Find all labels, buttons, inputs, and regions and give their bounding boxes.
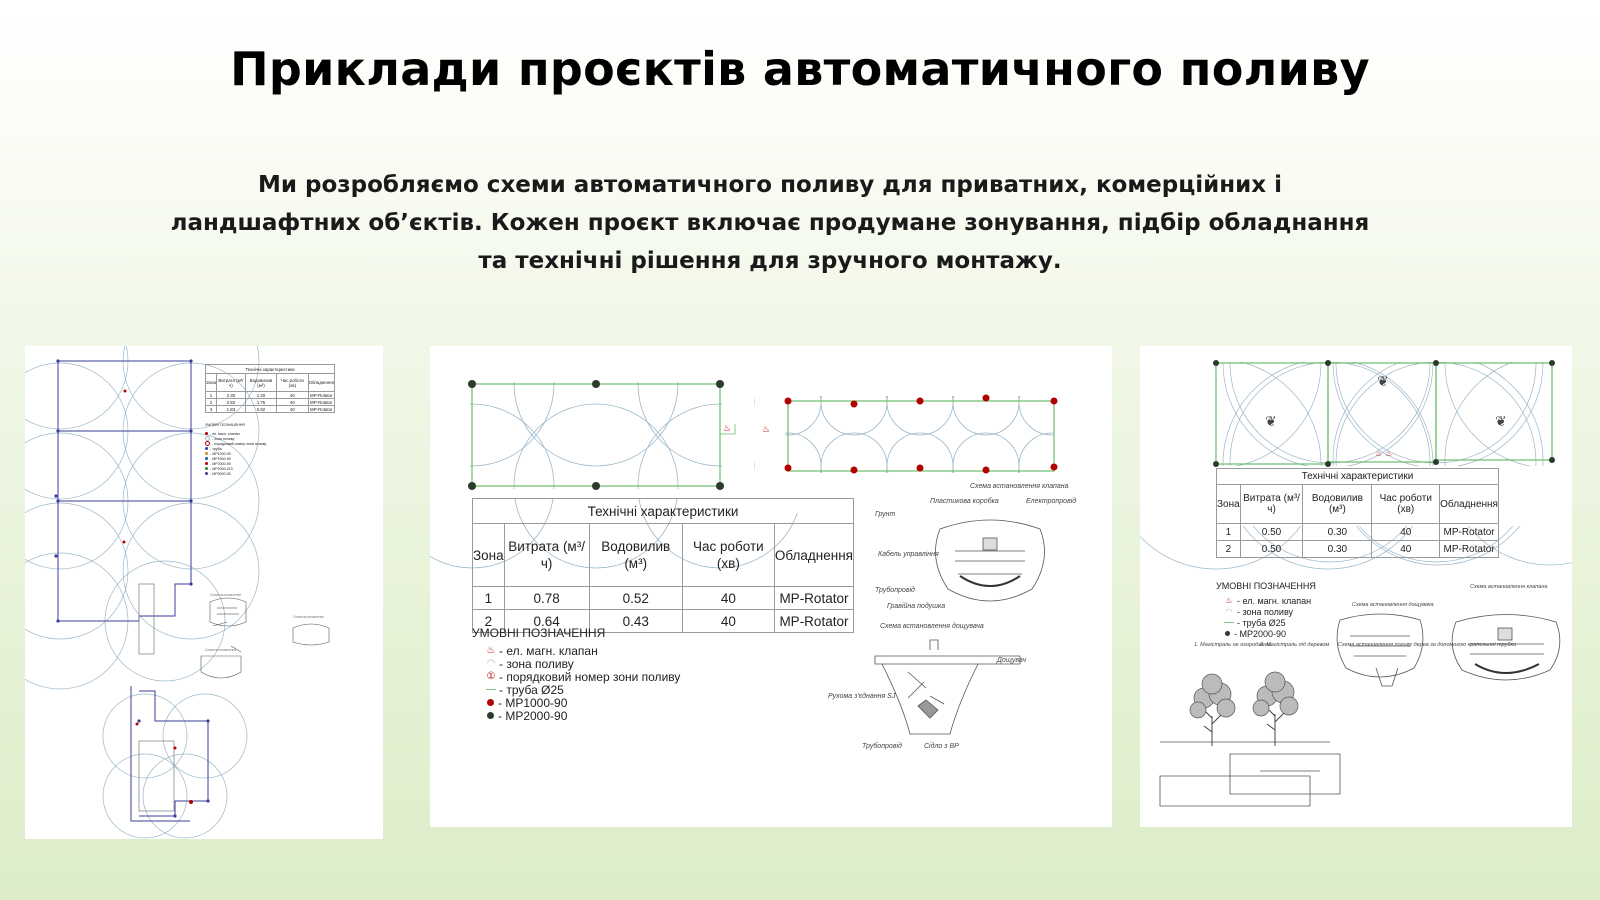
legend-item [1216, 617, 1316, 628]
zone-number-icon [205, 441, 210, 446]
table-cell: MP-Rotator [310, 399, 333, 405]
table-row [1217, 541, 1499, 558]
legend-title: УМОВНІ ПОЗНАЧЕННЯ [205, 423, 245, 427]
svg-text:♨: ♨ [723, 423, 732, 433]
legend-item [472, 644, 680, 657]
sprinkler-icon [205, 462, 208, 465]
dark-dot-icon [1225, 631, 1230, 636]
svg-text:Схема встановлення: Схема встановлення [205, 648, 236, 652]
legend-text: - ел. магн. клапан [1237, 595, 1312, 606]
valve-scheme-title: Схема встановлення клапана [1470, 584, 1548, 590]
table-row [206, 406, 335, 413]
table-row [206, 392, 335, 399]
specs-title: Технічні характеристики [206, 365, 335, 374]
legend-text: - MP2000-90 [498, 708, 568, 723]
specs-title: Технічні характеристики [1217, 469, 1499, 485]
svg-text:♨: ♨ [762, 424, 771, 434]
table-row [206, 399, 335, 406]
pipe-icon [205, 447, 208, 450]
diagram-label: Кабель управління [878, 551, 939, 558]
diagram-label: Сідло з ВР [924, 743, 959, 750]
diagram-label: Рухома з'єднання SJ [828, 693, 896, 700]
table-cell: MP-Rotator [310, 392, 333, 398]
page-description: Ми розробляємо схеми автоматичного поливу для приватних, комерційних і ландшафтних об’єктів. Кожен проєкт включає продумане зонування, підбір обладнання та технічні рішення для зручного монтажу. [170, 172, 1370, 274]
col-equipment: Обладнення [1440, 485, 1499, 524]
legend-text: - MP2000-210 [210, 466, 233, 471]
col-zone: Зона [206, 374, 217, 392]
table-cell: 40 [1372, 541, 1440, 558]
legend-text: - MP3000-90 [210, 471, 231, 476]
svg-text:❦: ❦ [1377, 373, 1389, 389]
sprinkler-icon [205, 457, 208, 460]
tree-scheme-title: Схема встановлення поливу дерев за допомогою крапельної трубки [1338, 642, 1517, 648]
specs-table-left [205, 364, 335, 413]
diagram-label: Трубопровід [862, 743, 902, 750]
valve-scheme-title: Схема встановлення клапана [970, 483, 1069, 490]
legend-text: - зона поливу [499, 656, 574, 671]
diagram-label: 1. Магістраль не огороджена [1194, 642, 1272, 648]
col-flow: Витрата (м³/ч) [1240, 485, 1303, 524]
col-zone: Зона [1217, 485, 1241, 524]
legend-item [1216, 606, 1316, 617]
page-title: Приклади проєктів автоматичного поливу [230, 42, 1370, 96]
site-plan-right [1140, 346, 1572, 827]
well-scheme-title: Схема встановлення дощувача [880, 623, 984, 630]
legend-text: - MP1000-90 [210, 451, 231, 456]
table-cell: 0.78 [504, 587, 589, 610]
table-cell: 1 [206, 392, 217, 399]
diagram-label: Трубопровід [875, 587, 915, 594]
svg-text:❦: ❦ [1265, 413, 1277, 429]
col-time: Час роботи (хв) [1372, 485, 1440, 524]
zone-icon: ◠ [486, 658, 496, 669]
valve-icon [205, 432, 208, 435]
col-water: Водовилив (м³) [589, 524, 682, 587]
legend-text: - порядковий номер зони поливу [212, 441, 267, 446]
legend-text: - MP2000-90 [1234, 628, 1287, 639]
legend-item [472, 709, 680, 722]
table-cell: MP-Rotator [774, 587, 853, 610]
legend-title: УМОВНІ ПОЗНАЧЕННЯ [472, 626, 606, 640]
legend-text: - зона поливу [212, 436, 235, 441]
legend-item [472, 670, 680, 683]
table-cell: 3 [206, 406, 217, 413]
legend-text: - ел. магн. клапан [210, 431, 240, 436]
table-cell: 2 [1217, 541, 1241, 558]
legend-text: - зона поливу [1237, 606, 1294, 617]
sprinkler-icon [205, 472, 208, 475]
table-cell: 2.30 [216, 392, 245, 399]
svg-text:♨: ♨ [1385, 449, 1393, 458]
legend-text: - MP1000-90 [498, 695, 568, 710]
diagram-label: Гравійна подушка [887, 603, 946, 610]
col-equipment: Обладнення [774, 524, 853, 587]
legend-text: - труба [210, 446, 222, 451]
pipe-icon [1224, 622, 1234, 623]
col-flow: Витрата (м³/ч) [216, 374, 245, 392]
table-cell: 2 [473, 610, 505, 633]
legend-text: - порядковий номер зони поливу [499, 669, 681, 684]
table-cell: 40 [277, 392, 308, 399]
col-time: Час роботи (хв) [682, 524, 774, 587]
legend-item [205, 471, 266, 476]
legend-text: - ел. магн. клапан [499, 643, 598, 658]
table-cell: MP-Rotator [1440, 524, 1499, 541]
legend-center [472, 626, 680, 722]
table-cell: MP-Rotator [774, 610, 853, 633]
table-cell: 0.43 [589, 610, 682, 633]
specs-table-center [472, 498, 854, 633]
specs-title: Технічні характеристики [473, 499, 854, 524]
legend-item [472, 696, 680, 709]
svg-text:❦: ❦ [1495, 413, 1507, 429]
col-water: Водовилив (м³) [1303, 485, 1372, 524]
specs-table-right [1216, 468, 1499, 558]
diagram-label: 2. Магістраль під деревом [1260, 642, 1330, 648]
col-zone: Зона [473, 524, 505, 587]
table-cell: 1 [473, 587, 505, 610]
col-equipment: Обладнення [308, 374, 334, 392]
project-drawing-center[interactable] [430, 346, 1112, 827]
table-cell: 0.50 [1240, 524, 1303, 541]
project-drawing-right[interactable] [1140, 346, 1572, 827]
valve-icon: ♨ [486, 645, 496, 656]
sprinkler-icon [205, 467, 208, 470]
diagram-label: Грунт [875, 511, 896, 518]
legend-item [472, 683, 680, 696]
legend-left [205, 423, 266, 476]
table-cell: 1.20 [245, 392, 276, 399]
col-time: Час роботи (хв) [277, 374, 308, 392]
col-water: Водовилив (м³) [245, 374, 276, 392]
table-cell: 2 [206, 399, 217, 406]
legend-text: - труба Ø25 [1237, 617, 1286, 628]
legend-text: - MP2000-90 [210, 461, 231, 466]
table-cell: 0.50 [1240, 541, 1303, 558]
table-row [473, 587, 854, 610]
zone-number-icon: ① [486, 671, 496, 682]
legend-text: - труба Ø25 [499, 682, 564, 697]
table-cell: 2.82 [216, 399, 245, 406]
legend-item [205, 441, 266, 446]
table-cell: 1.83 [216, 406, 245, 413]
col-flow: Витрата (м³/ч) [504, 524, 589, 587]
table-cell: 40 [682, 587, 774, 610]
table-cell: 40 [277, 406, 308, 413]
table-row [1217, 524, 1499, 541]
table-cell: 1 [1217, 524, 1241, 541]
table-cell: 0.82 [245, 406, 276, 413]
svg-text:Схема встановлення: Схема встановлення [210, 593, 241, 597]
table-cell: 0.52 [589, 587, 682, 610]
legend-right [1216, 581, 1316, 639]
table-cell: 1.75 [245, 399, 276, 406]
well-scheme-title: Схема встановлення дощувача [1352, 602, 1434, 608]
legend-item [1216, 628, 1316, 639]
red-dot-icon [487, 699, 494, 706]
table-cell: 40 [682, 610, 774, 633]
diagram-label: Дощувач [997, 657, 1026, 664]
valve-icon: ♨ [1225, 596, 1233, 605]
project-drawing-left[interactable] [25, 346, 383, 839]
table-cell: 0.30 [1303, 524, 1372, 541]
table-cell: 0.64 [504, 610, 589, 633]
table-cell: 40 [277, 399, 308, 406]
table-cell: 40 [1372, 524, 1440, 541]
legend-text: - MP1500-90 [210, 456, 231, 461]
table-cell: MP-Rotator [1440, 541, 1499, 558]
legend-item [1216, 595, 1316, 606]
zone-icon: ◠ [1225, 607, 1233, 616]
table-cell: 0.30 [1303, 541, 1372, 558]
dark-dot-icon [487, 712, 494, 719]
site-plan-left [25, 346, 383, 839]
svg-text:Схема встановлення: Схема встановлення [293, 615, 324, 619]
svg-text:♨: ♨ [1375, 449, 1383, 458]
diagram-label: Електропровід [1026, 498, 1077, 505]
legend-title: УМОВНІ ПОЗНАЧЕННЯ [1216, 581, 1316, 591]
pipe-icon [486, 689, 496, 690]
sprinkler-icon [205, 452, 208, 455]
legend-item [472, 657, 680, 670]
diagram-label: Пластикова коробка [930, 498, 999, 505]
table-cell: MP-Rotator [310, 406, 333, 412]
